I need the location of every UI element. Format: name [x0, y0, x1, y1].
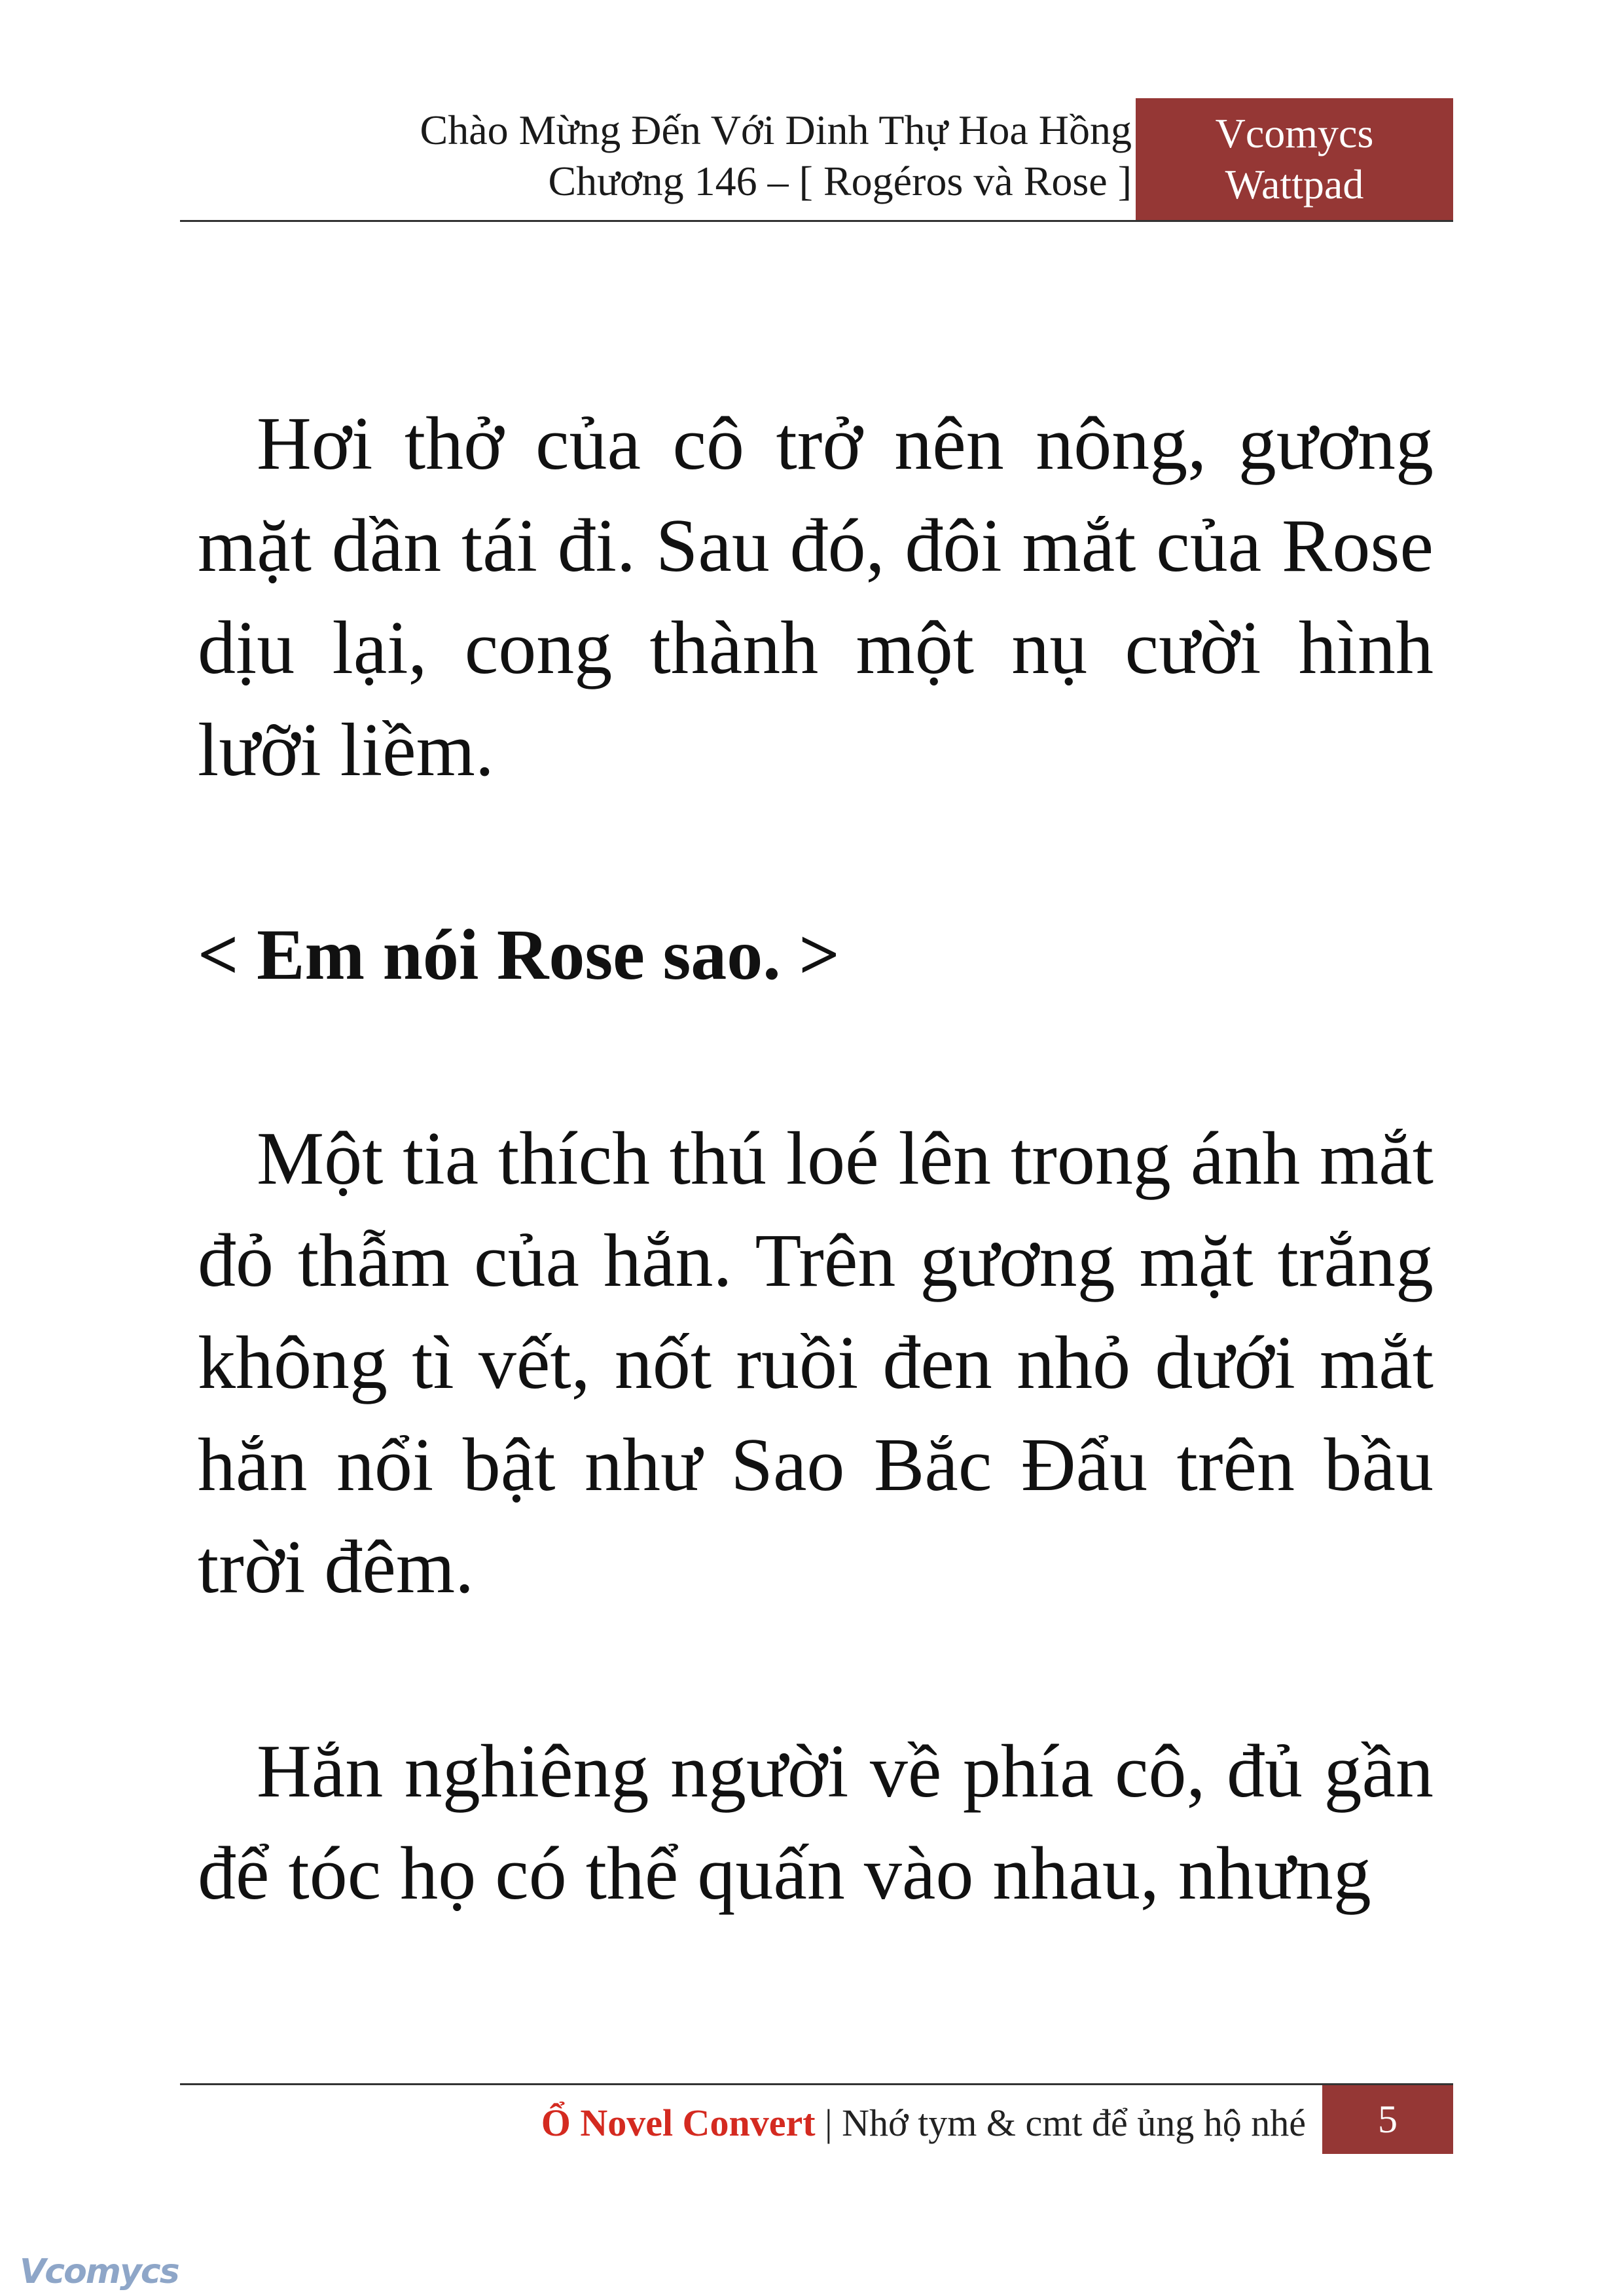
footer-note: [128, 2100, 1306, 2146]
paragraph-1: Hơi thở của cô trở nên nông, gương mặt dần tái đi. Sau đó, đôi mắt của Rose dịu lại, cong thành một nụ cười hình lưỡi liềm.: [198, 402, 1434, 792]
footer-separator: |: [815, 2102, 842, 2144]
spacer: [198, 1006, 1434, 1108]
page-number: 5: [1322, 2085, 1453, 2154]
footer-brand: Ổ Novel Convert: [541, 2102, 816, 2144]
page-body: [198, 393, 1434, 1925]
footer-divider: [180, 2083, 1453, 2085]
paragraph-3: Hắn nghiêng người về phía cô, đủ gần để tóc họ có thể quấn vào nhau, nhưng: [198, 1730, 1434, 1916]
badge-line-vcomycs: Vcomycs: [1215, 110, 1374, 156]
chapter-title: Chương 146 – [ Rogéros và Rose ]: [548, 158, 1132, 204]
book-title: Chào Mừng Đến Với Dinh Thự Hoa Hồng: [420, 107, 1132, 153]
footer-message: Nhớ tym & cmt để ủng hộ nhé: [842, 2102, 1306, 2144]
paragraph-2: Một tia thích thú loé lên trong ánh mắt đỏ thẫm của hắn. Trên gương mặt trắng không tì vết, nốt ruồi đen nhỏ dưới mắt hắn nổi bật như Sao Bắc Đẩu trên bầu trời đêm.: [198, 1117, 1434, 1609]
spacer: [198, 1618, 1434, 1721]
running-header: [150, 105, 1132, 207]
dialog-line: < Em nói Rose sao. >: [198, 915, 840, 994]
spacer: [198, 801, 1434, 903]
source-badge: [1136, 98, 1453, 220]
watermark-logo: Vcomycs: [20, 2252, 179, 2291]
badge-line-wattpad: Wattpad: [1225, 161, 1364, 208]
header-divider: [180, 220, 1453, 222]
